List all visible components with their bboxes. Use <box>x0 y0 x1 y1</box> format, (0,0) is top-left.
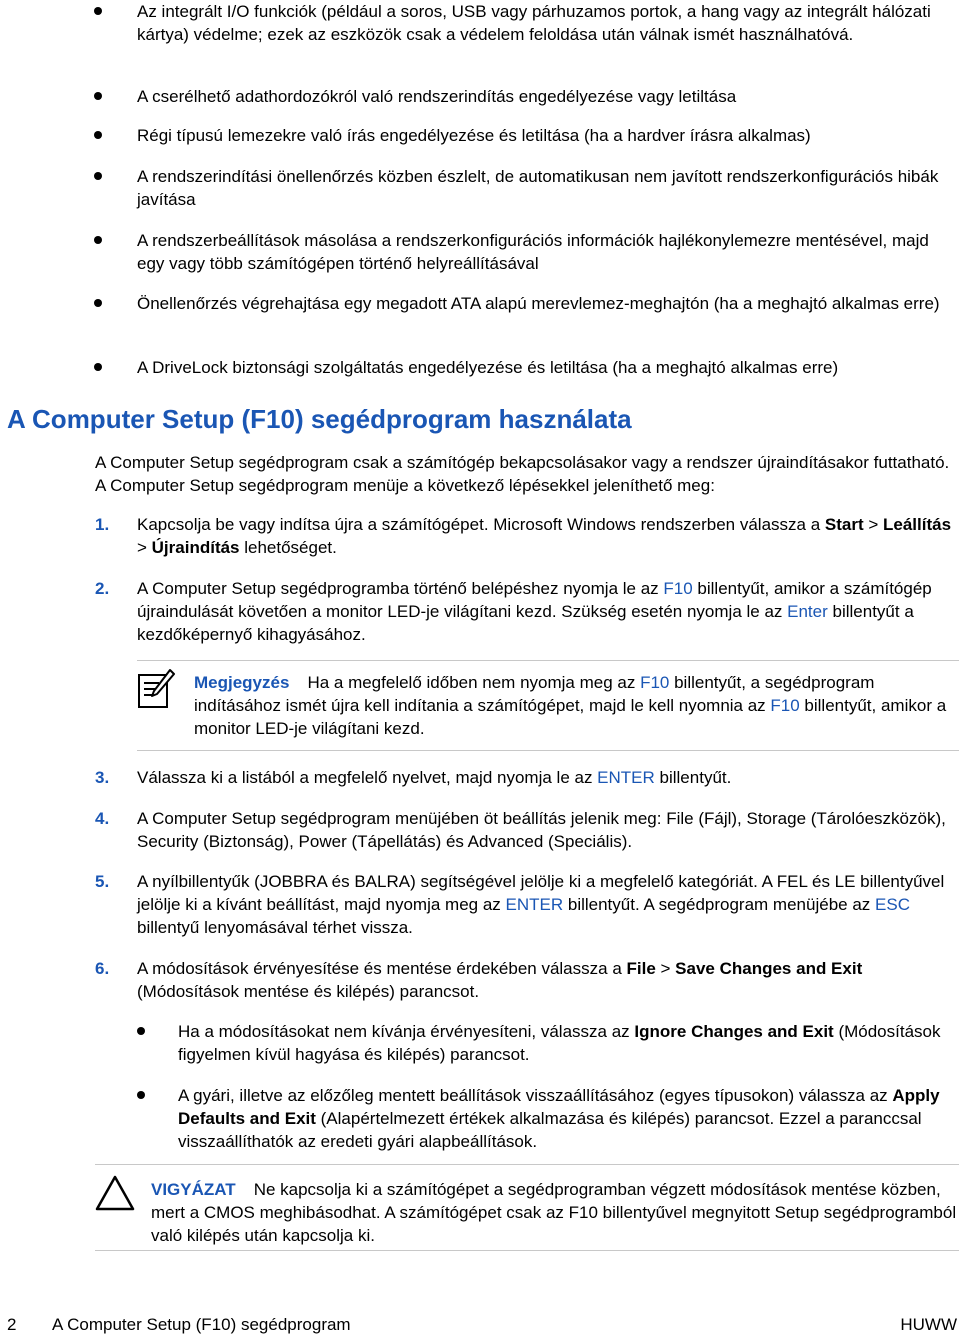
bullet-icon <box>94 172 102 180</box>
section-title: A Computer Setup (F10) segédprogram használata <box>7 404 632 434</box>
save-changes-term: Save Changes and Exit <box>675 959 863 978</box>
note-box <box>137 660 959 751</box>
note-label: Megjegyzés <box>194 673 290 692</box>
bullet-icon <box>94 363 102 371</box>
step-number: 3. <box>95 768 110 787</box>
step-number: 5. <box>95 872 110 891</box>
step-number: 2. <box>95 579 110 598</box>
list-item-text: A rendszerbeállítások másolása a rendszerkonfigurációs információk hajlékonylemezre mentésével, majd egy vagy több számítógépen történő helyreállításával <box>137 231 929 273</box>
note-pencil-icon <box>137 667 175 709</box>
restart-menu-term: Újraindítás <box>151 538 240 557</box>
key-f10: F10 <box>640 673 670 692</box>
step-text: A nyílbillentyűk (JOBBRA és BALRA) segítségével jelölje ki a megfelelő kategóriát. A FEL és LE billentyűvel jelölje ki a kívánt beállítást, majd nyomja meg az ENTER billentyűt. A segédprogram menüjébe az ESC billentyű lenyomásával térhet vissza. <box>137 872 945 937</box>
file-menu-term: File <box>626 959 656 978</box>
caution-text: VIGYÁZAT Ne kapcsolja ki a számítógépet a segédprogramban végzett módosítások mentése közben, mert a CMOS meghibásodhat. A számítógépet csak az F10 billentyűvel megnyitott Setup segédprogramból való kilépés után kapcsolja ki. <box>151 1180 957 1245</box>
key-f10: F10 <box>663 579 693 598</box>
list-item-text: A cserélhető adathordozókról való rendszerindítás engedélyezése vagy letiltása <box>137 87 737 106</box>
step-number: 1. <box>95 515 110 534</box>
list-item-text: Régi típusú lemezekre való írás engedélyezése és letiltása (ha a hardver írásra alkalmas) <box>137 126 811 145</box>
key-f10: F10 <box>770 696 800 715</box>
intro-paragraph: A Computer Setup segédprogram csak a számítógép bekapcsolásakor vagy a rendszer újraindításakor futtatható. A Computer Setup segédprogram menüje a következő lépésekkel jeleníthető meg: <box>95 453 950 495</box>
warning-triangle-icon <box>95 1175 135 1211</box>
step-text: A módosítások érvényesítése és mentése érdekében válassza a File > Save Changes and Exit (Módosítások mentése és kilépés) parancsot. <box>137 959 863 1001</box>
key-enter: ENTER <box>597 768 655 787</box>
apply-defaults-term: Apply Defaults and Exit <box>178 1086 940 1128</box>
start-menu-term: Start <box>824 515 864 534</box>
step-number: 6. <box>95 959 110 978</box>
page-number: 2 <box>7 1315 17 1334</box>
list-item-text: Az integrált I/O funkciók (például a soros, USB vagy párhuzamos portok, a hang vagy az integrált hálózati kártya) védelme; ezek az eszközök csak a védelem feloldása után válnak ismét használhatóvá. <box>137 2 931 44</box>
step-text: A Computer Setup segédprogramba történő belépéshez nyomja le az F10 billentyűt, amikor a számítógép újraindulását követően a monitor LED-je világítani kezd. Szükség esetén nyomja le az Enter billentyűt a kezdőképernyő kihagyásához. <box>137 579 932 644</box>
list-item-text: A rendszerindítási önellenőrzés közben észlelt, de automatikusan nem javított rendszerkonfigurációs hibák javítása <box>137 167 939 209</box>
list-item-text: Önellenőrzés végrehajtása egy megadott ATA alapú merevlemez-meghajtón (ha a meghajtó alkalmas erre) <box>137 294 940 313</box>
shutdown-menu-term: Leállítás <box>883 515 952 534</box>
list-item-text: A DriveLock biztonsági szolgáltatás engedélyezése és letiltása (ha a meghajtó alkalmas erre) <box>137 358 839 377</box>
list-item-text: A gyári, illetve az előzőleg mentett beállítások visszaállításához (egyes típusokon) válassza az Apply Defaults and Exit (Alapértelmezett értékek alkalmazása és kilépés) parancsot. Ezzel a paranccsal visszaállíthatók az eredeti gyári alapbeállítások. <box>178 1086 940 1151</box>
step-text: Válassza ki a listából a megfelelő nyelvet, majd nyomja le az ENTER billentyűt. <box>137 768 732 787</box>
bullet-icon <box>137 1027 145 1035</box>
caution-label: VIGYÁZAT <box>151 1180 236 1199</box>
footer-language-code: HUWW <box>900 1315 957 1334</box>
bullet-icon <box>137 1091 145 1099</box>
note-text: Megjegyzés Ha a megfelelő időben nem nyomja meg az F10 billentyűt, a segédprogram indításához ismét újra kell indítania a számítógépet, majd le kell nyomnia az F10 billentyűt, amikor a monitor LED-je világítani kezd. <box>194 673 947 738</box>
page-footer <box>0 1310 960 1336</box>
list-item-text: Ha a módosításokat nem kívánja érvényesíteni, válassza az Ignore Changes and Exit (Módosítások figyelmen kívül hagyása és kilépés) parancsot. <box>178 1022 941 1064</box>
ignore-changes-term: Ignore Changes and Exit <box>634 1022 834 1041</box>
bullet-icon <box>94 7 102 15</box>
caution-box <box>95 1164 959 1251</box>
bullet-icon <box>94 299 102 307</box>
key-esc: ESC <box>875 895 910 914</box>
step-text: Kapcsolja be vagy indítsa újra a számítógépet. Microsoft Windows rendszerben válassza a Start > Leállítás > Újraindítás lehetőséget. <box>137 515 952 557</box>
bullet-icon <box>94 131 102 139</box>
footer-title: A Computer Setup (F10) segédprogram <box>52 1315 351 1334</box>
step-number: 4. <box>95 809 110 828</box>
key-enter: ENTER <box>505 895 564 914</box>
bullet-icon <box>94 92 102 100</box>
key-enter: Enter <box>787 602 828 621</box>
step-text: A Computer Setup segédprogram menüjében öt beállítás jelenik meg: File (Fájl), Storage (Tárolóeszközök), Security (Biztonság), Power (Tápellátás) és Advanced (Speciális). <box>137 809 946 851</box>
bullet-icon <box>94 236 102 244</box>
